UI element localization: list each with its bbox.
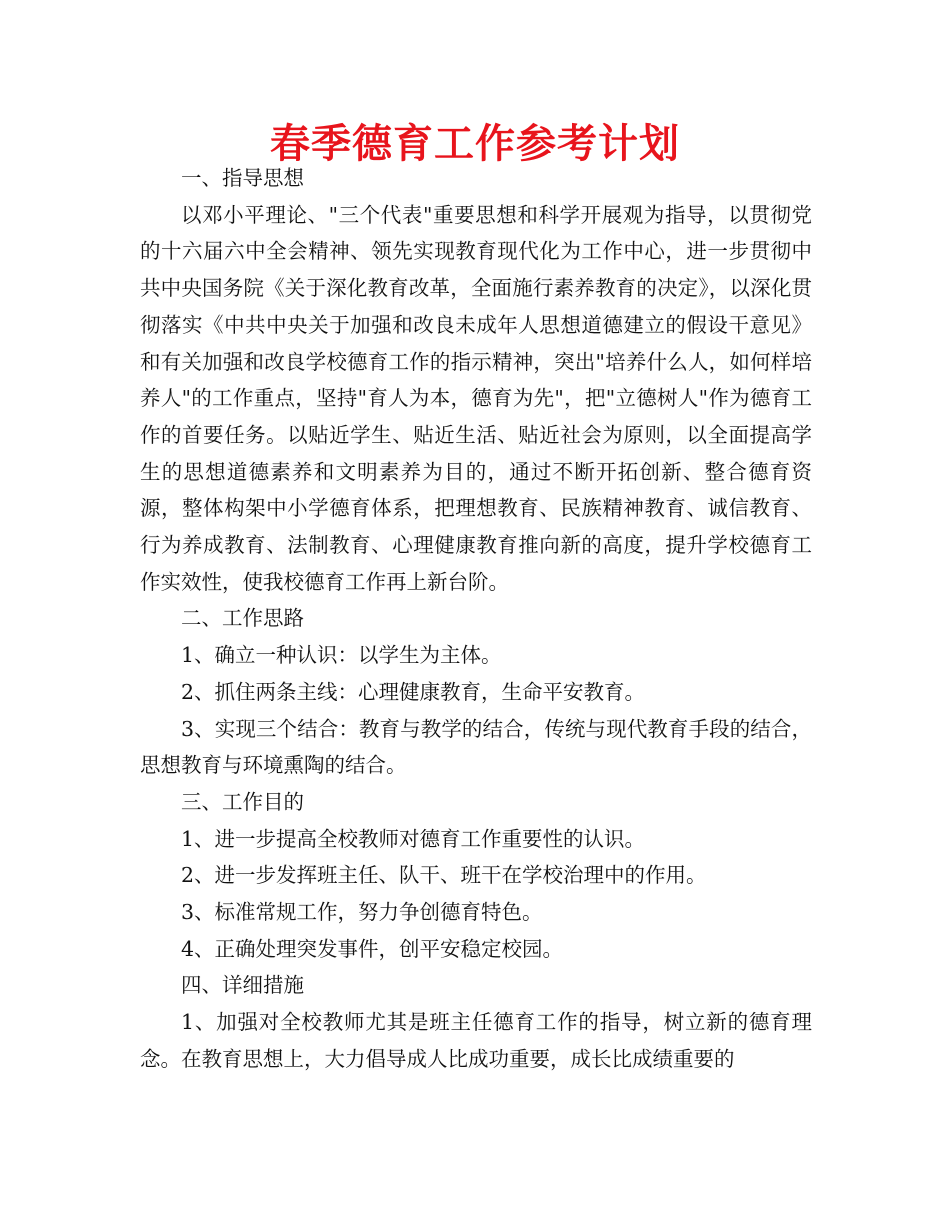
paragraph-guiding-ideology: 以邓小平理论、"三个代表"重要思想和科学开展观为指导，以贯彻党的十六届六中全会精神、领先实现教育现代化为工作中心，进一步贯彻中共中央国务院《关于深化教育改革，全面施行素养教育的决定》，以深化贯彻落实《中共中央关于加强和改良未成年人思想道德建立的假设干意见》和有关加强和改良学校德育工作的指示精神，突出"培养什么人，如何样培养人"的工作重点，坚持"育人为本，德育为先"，把"立德树人"作为德育工作的首要任务。以贴近学生、贴近生活、贴近社会为原则，以全面提高学生的思想道德素养和文明素养为目的，通过不断开拓创新、整合德育资源，整体构架中小学德育体系，把理想教育、民族精神教育、诚信教育、行为养成教育、法制教育、心理健康教育推向新的高度，提升学校德育工作实效性，使我校德育工作再上新台阶。 — [140, 202, 812, 594]
list-item-goal-3: 3、标准常规工作，努力争创德育特色。 — [181, 900, 543, 925]
list-item-approach-1: 1、确立一种认识：以学生为主体。 — [181, 643, 502, 668]
list-item-goal-2: 2、进一步发挥班主任、队干、班干在学校治理中的作用。 — [181, 863, 707, 888]
document-title: 春季德育工作参考计划 — [270, 121, 680, 167]
document-body — [140, 160, 812, 1078]
list-item-goal-1: 1、进一步提高全校教师对德育工作重要性的认识。 — [181, 826, 646, 851]
section-heading-measures: 四、详细措施 — [181, 973, 304, 998]
list-item-measure-1: 1、加强对全校教师尤其是班主任德育工作的指导，树立新的德育理念。在教育思想上，大力倡导成人比成功重要，成长比成绩重要的 — [140, 1010, 812, 1071]
list-item-goal-4: 4、正确处理突发事件，创平安稳定校园。 — [181, 936, 564, 961]
section-heading-work-goals: 三、工作目的 — [181, 789, 304, 814]
list-item-approach-3: 3、实现三个结合：教育与教学的结合，传统与现代教育手段的结合，思想教育与环境熏陶的结合。 — [140, 716, 812, 778]
list-item-approach-2: 2、抓住两条主线：心理健康教育，生命平安教育。 — [181, 679, 646, 704]
section-heading-guiding-ideology: 一、指导思想 — [181, 166, 304, 190]
section-heading-work-approach: 二、工作思路 — [181, 606, 304, 631]
